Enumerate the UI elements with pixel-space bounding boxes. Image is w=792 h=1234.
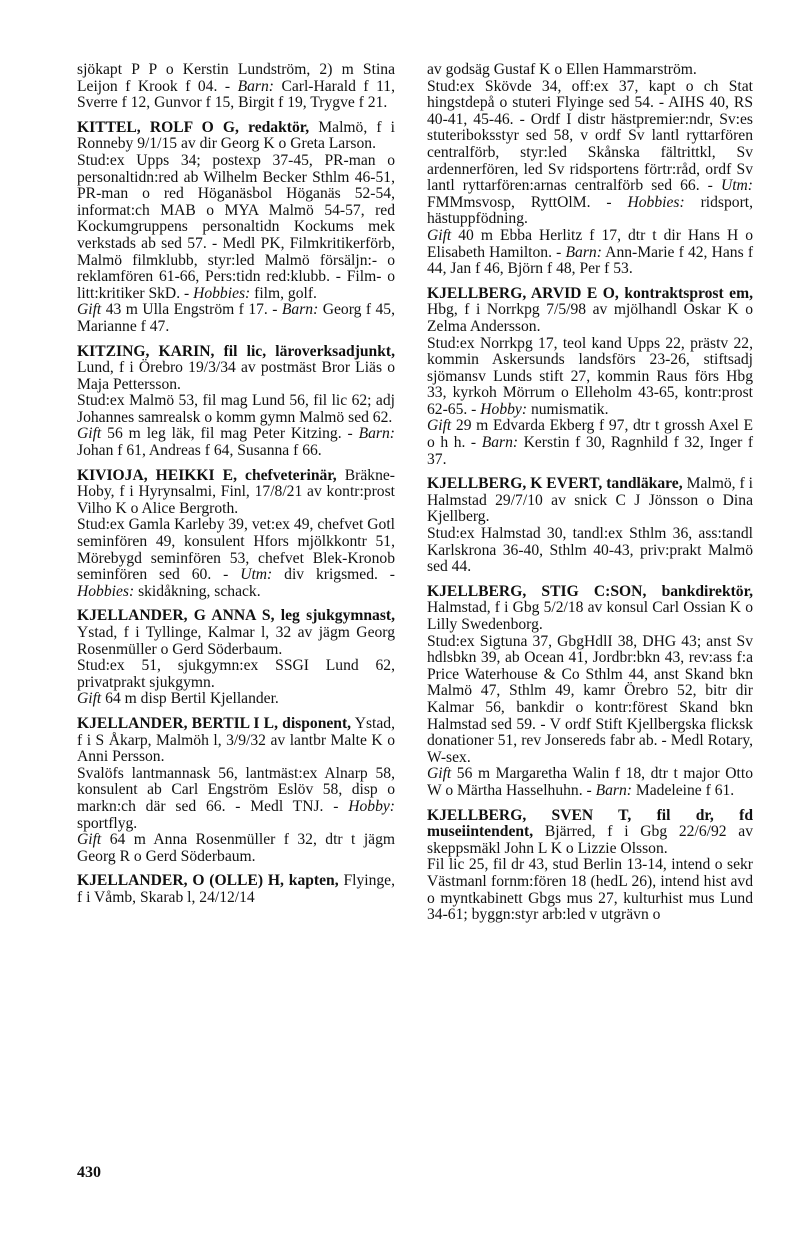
entry-heading xyxy=(77,608,395,658)
entry-intro: Ystad, f i Tyllinge, Kalmar l, 32 av jägm Georg Rosenmüller o Gerd Söderbaum. xyxy=(77,624,395,658)
entry-paragraph: sjökapt P P o Kerstin Lundström, 2) m Stina Leijon f Krook f 04. - Barn: Carl-Harald f 11, Sverre f 12, Gunvor f 15, Birgit f 19, Trygve f 21. xyxy=(77,61,395,112)
entry-continuation xyxy=(77,62,395,112)
entry-paragraph: Stud:ex Gamla Karleby 39, vet:ex 49, chefvet Gotl seminfören 49, konsulent Hfors mjölkkontr 51, Mörebygd seminfören 53, chefvet Blek-Kronob seminfören sed 60. - Utm: div krigsmed. - Hobbies: skidåkning, schack. xyxy=(77,516,395,600)
biography-entry xyxy=(77,344,395,460)
entry-paragraph: av godsäg Gustaf K o Ellen Hammarström. xyxy=(427,61,697,78)
right-column xyxy=(427,62,753,932)
biography-entry xyxy=(77,468,395,601)
biography-entry xyxy=(427,808,753,924)
entry-title: fil dr, fd museiintendent, xyxy=(427,806,753,841)
entry-title: kontraktsprost em, xyxy=(624,284,753,302)
entry-intro: Lund, f i Örebro 19/3/34 av postmäst Bror Liäs o Maja Pettersson. xyxy=(77,359,395,393)
biography-entry xyxy=(427,476,753,576)
entry-paragraph: Stud:ex Skövde 34, off:ex 37, kapt o ch Stat hingstdepå o stuteri Flyinge sed 54. - AIHS 40, RS 40-41, 45-46. - Ordf I distr hästpremier:ndr, Sv:es stuteriboksstyr sed 58, v ordf Sv lantl ryttarfören centralförb, styr:led Skånska fältrittkl, Sv ardennerfören, led Sv ridsportens förtr:råd, ordf Sv lantl ryttarfören:arnas centralförb sed 66. - Utm: FMMmsvosp, RyttOlM. - Hobbies: ridsport, hästuppfödning. xyxy=(427,77,753,228)
entry-name: KJELLBERG, SVEN T, xyxy=(427,806,657,824)
entry-paragraph: Gift 40 m Ebba Herlitz f 17, dtr t dir Hans H o Elisabeth Hamilton. - Barn: Ann-Marie f 42, Hans f 44, Jan f 46, Björn f 48, Per f 53. xyxy=(427,226,754,278)
entry-intro: Malmö, f i Ronneby 9/1/15 av dir Georg K o Greta Larson. xyxy=(77,118,395,153)
entry-paragraph: Stud:ex Sigtuna 37, GbgHdlI 38, DHG 43; anst Sv hdlsbkn 39, ab Ocean 41, Jordbr:bkn 43, rev:ass f:a Price Waterhouse & Co Sthlm 44, anst Skand bkn Malmö 47, Sthlm 49, kamr Örebro 52, bitr dir Kalmar 56, bankdir o kontr:förest Skand bkn Halmstad sed 59. - V ordf Stift Kjellbergska flicksk donationer 51, rev Jonsereds fabr ab. - Medl Rotary, W-sex. xyxy=(427,632,753,766)
entry-title: bankdirektör, xyxy=(661,582,753,600)
entry-heading xyxy=(427,476,753,526)
entry-heading xyxy=(427,286,753,336)
entry-title: chefveterinär, xyxy=(245,466,337,484)
entry-heading xyxy=(77,120,395,153)
page-number: 430 xyxy=(77,1164,101,1181)
entry-title: disponent, xyxy=(282,714,352,732)
entry-paragraph: Gift 43 m Ulla Engström f 17. - Barn: Georg f 45, Marianne f 47. xyxy=(77,301,395,335)
biography-entry xyxy=(77,608,395,708)
entry-intro: Ystad, f i S Åkarp, Malmöh l, 3/9/32 av lantbr Malte K o Anni Persson. xyxy=(77,714,395,766)
entry-name: KJELLANDER, BERTIL I L, xyxy=(77,714,283,732)
left-column xyxy=(77,62,395,915)
biography-entry xyxy=(77,120,395,336)
entry-paragraph: Fil lic 25, fil dr 43, stud Berlin 13-14, intend o sekr Västmanl fornm:fören 18 (hedL 26), intend hist avd o myntkabinett Gbgs mus 27, kulturhist mus Lund 34-61; byggn:styr arb:led v utgrävn o xyxy=(427,856,753,924)
entry-paragraph: Gift 29 m Edvarda Ekberg f 97, dtr t grossh Axel E o h h. - Barn: Kerstin f 30, Ragnhild f 32, Inger f 37. xyxy=(427,417,754,468)
entry-heading xyxy=(77,468,395,518)
entry-intro: Hbg, f i Norrkpg 7/5/98 av mjölhandl Oskar K o Zelma Andersson. xyxy=(427,301,753,335)
entry-intro: Malmö, f i Halmstad 29/7/10 av snick C J Jönsson o Dina Kjellberg. xyxy=(427,475,754,526)
entry-intro: Flyinge, f i Våmb, Skarab l, 24/12/14 xyxy=(77,872,395,906)
entry-paragraph: Gift 56 m Margaretha Walin f 18, dtr t major Otto W o Märtha Hasselhuhn. - Barn: Madeleine f 61. xyxy=(427,765,753,799)
entry-name: KIVIOJA, HEIKKI E, xyxy=(77,466,246,484)
entry-paragraph: Stud:ex Upps 34; postexp 37-45, PR-man o personaltidn:red ab Wilhelm Becker Sthlm 46-51, PR-man o red Höganäsbol Höganäs 52-54, informat:ch MAB o MYA Malmö 54-57, red Kockumgruppens personaltidn Kockums mek verkstads ab sed 57. - Medl PK, Filmkritikerförb, Malmö filmklubb, styr:led Malmö försäljn:- o reklamfören 61-66, Pers:tidn red:klubb. - Film- o litt:kritiker SkD. - Hobbies: film, golf. xyxy=(77,151,395,302)
entry-name: KJELLBERG, K EVERT, xyxy=(427,475,607,493)
entry-title: redaktör, xyxy=(248,118,310,136)
entry-title: fil lic, läroverksadjunkt, xyxy=(223,342,395,360)
entry-heading xyxy=(77,873,395,906)
entry-heading xyxy=(77,716,395,766)
entry-paragraph: Stud:ex Norrkpg 17, teol kand Upps 22, prästv 22, kommin Askersunds landsförs 23-26, stiftsadj sjömansv Lunds stift 27, kommin Raus förs Hbg 33, kyrkoh Mörrum o Elleholm 43-65, kontr:prost 62-65. - Hobby: numismatik. xyxy=(427,334,753,418)
entry-name: KJELLANDER, O (OLLE) H, xyxy=(77,872,289,890)
entry-name: KITTEL, ROLF O G, xyxy=(77,118,249,136)
entry-intro: Halmstad, f i Gbg 5/2/18 av konsul Carl Ossian K o Lilly Swedenborg. xyxy=(427,599,753,633)
entry-intro: Bräkne-Hoby, f i Hyrynsalmi, Finl, 17/8/21 av kontr:prost Vilho K o Alice Bergroth. xyxy=(77,466,395,517)
entry-paragraph: Stud:ex Halmstad 30, tandl:ex Sthlm 36, ass:tandl Karlskrona 36-40, Sthlm 40-43, priv:prakt Malmö sed 44. xyxy=(427,525,753,576)
biography-entry xyxy=(77,716,395,865)
entry-paragraph: Stud:ex 51, sjukgymn:ex SSGI Lund 62, privatprakt sjukgymn. xyxy=(77,657,395,691)
entry-heading xyxy=(77,344,395,394)
entry-title: leg sjukgymnast, xyxy=(280,607,395,625)
biography-entry xyxy=(77,873,395,906)
entry-paragraph: Gift 64 m disp Bertil Kjellander. xyxy=(77,690,279,708)
entry-name: KJELLBERG, ARVID E O, xyxy=(427,284,625,302)
biography-entry xyxy=(427,286,753,469)
entry-paragraph: Gift 56 m leg läk, fil mag Peter Kitzing. - Barn: Johan f 61, Andreas f 64, Susanna f 66. xyxy=(77,425,395,460)
entry-heading xyxy=(427,584,753,634)
entry-title: tandläkare, xyxy=(606,475,683,493)
biography-entry xyxy=(427,584,753,800)
entry-paragraph: Gift 64 m Anna Rosenmüller f 32, dtr t jägm Georg R o Gerd Söderbaum. xyxy=(77,831,395,865)
entry-continuation xyxy=(427,62,753,278)
entry-name: KJELLANDER, G ANNA S, xyxy=(77,607,281,625)
entry-title: kapten, xyxy=(288,872,339,890)
entry-intro: Bjärred, f i Gbg 22/6/92 av skeppsmäkl John L K o Lizzie Olsson. xyxy=(427,823,753,857)
entry-name: KJELLBERG, STIG C:SON, xyxy=(427,582,662,600)
entry-paragraph: Stud:ex Malmö 53, fil mag Lund 56, fil lic 62; adj Johannes samrealsk o komm gymn Malmö sed 62. xyxy=(77,392,395,426)
entry-heading xyxy=(427,808,753,858)
entry-paragraph: Svalöfs lantmannask 56, lantmäst:ex Alnarp 58, konsulent ab Carl Engström Eslöv 58, disp o markn:ch där sed 66. - Medl TNJ. - Hobby: sportflyg. xyxy=(77,764,395,832)
entry-name: KITZING, KARIN, xyxy=(77,342,224,360)
